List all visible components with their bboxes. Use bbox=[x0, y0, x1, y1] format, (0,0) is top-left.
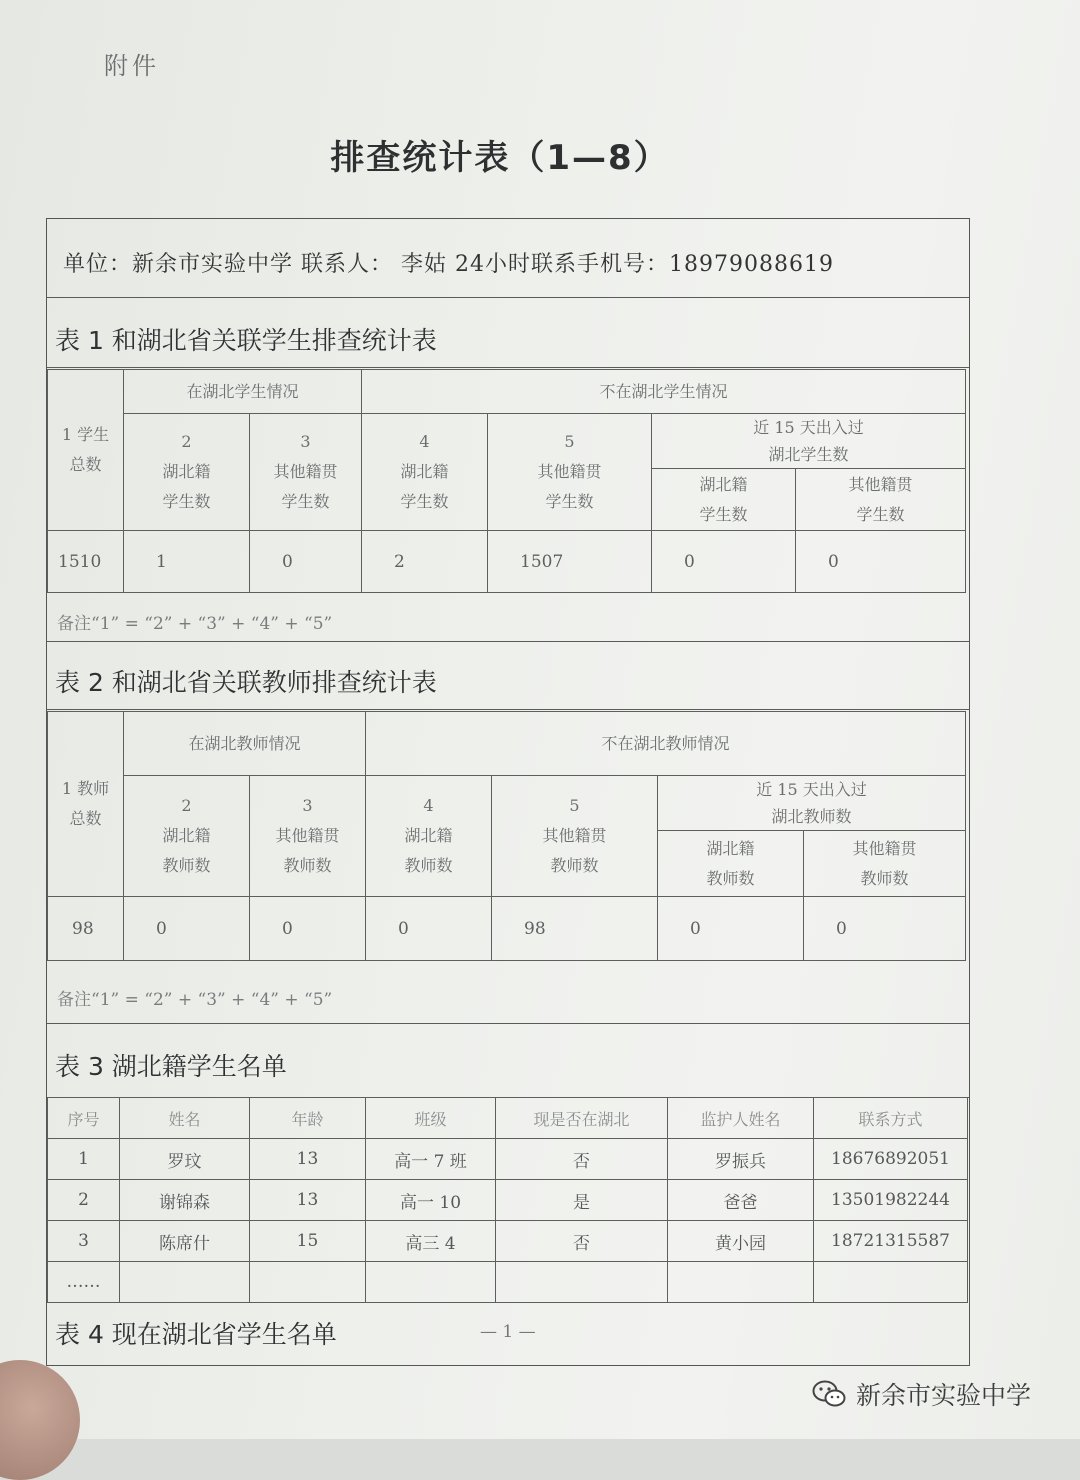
t3-cell: 否 bbox=[496, 1221, 668, 1262]
t1-value: 1507 bbox=[488, 531, 652, 593]
table2-grid bbox=[47, 711, 966, 961]
t2-recent-hubei-header: 湖北籍 教师数 bbox=[658, 831, 804, 897]
watermark-text: 新余市实验中学 bbox=[856, 1381, 1032, 1410]
t3-cell: 爸爸 bbox=[668, 1180, 814, 1221]
t2-col2-header: 2 湖北籍 教师数 bbox=[124, 776, 250, 897]
t2-recent-header: 近 15 天出入过 湖北教师数 bbox=[658, 776, 966, 831]
t2-value: 98 bbox=[492, 897, 658, 961]
table4-title: 表 4 现在湖北省学生名单 bbox=[55, 1320, 337, 1349]
t3-cell: 罗玟 bbox=[120, 1139, 250, 1180]
t2-value: 98 bbox=[48, 897, 124, 961]
t3-cell: 1 bbox=[48, 1139, 120, 1180]
t3-cell: 15 bbox=[250, 1221, 366, 1262]
table3-grid bbox=[47, 1097, 968, 1303]
t3-header: 监护人姓名 bbox=[668, 1098, 814, 1139]
t1-col4-header: 4 湖北籍 学生数 bbox=[362, 414, 488, 531]
t1-value: 0 bbox=[652, 531, 796, 593]
t1-col1-header: 1 学生 总数 bbox=[48, 370, 124, 531]
t3-cell: 13 bbox=[250, 1180, 366, 1221]
t3-header: 现是否在湖北 bbox=[496, 1098, 668, 1139]
t1-value: 1510 bbox=[48, 531, 124, 593]
page-number: — 1 — bbox=[480, 1322, 536, 1342]
table2-note-row bbox=[47, 963, 969, 1024]
table-row bbox=[48, 1221, 968, 1262]
table3-title-row bbox=[47, 1025, 969, 1098]
wechat-icon bbox=[812, 1379, 846, 1409]
table1-grid bbox=[47, 369, 966, 593]
t2-not-in-hubei-header: 不在湖北教师情况 bbox=[366, 712, 966, 776]
t3-header: 年龄 bbox=[250, 1098, 366, 1139]
t2-recent-other-header: 其他籍贯 教师数 bbox=[804, 831, 966, 897]
table1-note: 备注“1” = “2” + “3” + “4” + “5” bbox=[57, 614, 333, 634]
t3-cell: 高一 7 班 bbox=[366, 1139, 496, 1180]
t1-value: 0 bbox=[796, 531, 966, 593]
t3-header: 班级 bbox=[366, 1098, 496, 1139]
table1-note-row bbox=[47, 593, 969, 642]
table-row bbox=[48, 1139, 968, 1180]
table-row bbox=[48, 1262, 968, 1303]
t2-col5-header: 5 其他籍贯 教师数 bbox=[492, 776, 658, 897]
t3-cell: 是 bbox=[496, 1180, 668, 1221]
t3-cell bbox=[668, 1262, 814, 1303]
t3-cell bbox=[496, 1262, 668, 1303]
t2-col1-header: 1 教师 总数 bbox=[48, 712, 124, 897]
t1-recent-header: 近 15 天出入过 湖北学生数 bbox=[652, 414, 966, 469]
t3-cell: 罗振兵 bbox=[668, 1139, 814, 1180]
t3-cell: 陈席什 bbox=[120, 1221, 250, 1262]
t3-header: 姓名 bbox=[120, 1098, 250, 1139]
table1-title: 表 1 和湖北省关联学生排查统计表 bbox=[55, 326, 437, 355]
t2-in-hubei-header: 在湖北教师情况 bbox=[124, 712, 366, 776]
t1-not-in-hubei-header: 不在湖北学生情况 bbox=[362, 370, 966, 414]
t3-header: 联系方式 bbox=[814, 1098, 968, 1139]
t1-value: 2 bbox=[362, 531, 488, 593]
t1-col3-header: 3 其他籍贯 学生数 bbox=[250, 414, 362, 531]
unit-text: 单位：新余市实验中学 联系人： 李姑 24小时联系手机号：18979088619 bbox=[63, 252, 834, 277]
t3-cell: 13 bbox=[250, 1139, 366, 1180]
attachment-label: 附件 bbox=[104, 52, 160, 80]
t3-cell: 高一 10 bbox=[366, 1180, 496, 1221]
t3-cell bbox=[366, 1262, 496, 1303]
table3-title: 表 3 湖北籍学生名单 bbox=[55, 1052, 287, 1081]
watermark bbox=[812, 1376, 1031, 1412]
table-row bbox=[48, 1180, 968, 1221]
t2-value: 0 bbox=[366, 897, 492, 961]
page-title: 排查统计表（1—8） bbox=[330, 138, 670, 178]
t3-cell: 18676892051 bbox=[814, 1139, 968, 1180]
table2-title-row bbox=[47, 643, 969, 710]
t1-recent-hubei-header: 湖北籍 学生数 bbox=[652, 469, 796, 531]
t2-col3-header: 3 其他籍贯 教师数 bbox=[250, 776, 366, 897]
t3-header: 序号 bbox=[48, 1098, 120, 1139]
t3-cell bbox=[250, 1262, 366, 1303]
t2-col4-header: 4 湖北籍 教师数 bbox=[366, 776, 492, 897]
t1-col2-header: 2 湖北籍 学生数 bbox=[124, 414, 250, 531]
t2-value: 0 bbox=[658, 897, 804, 961]
t3-cell bbox=[814, 1262, 968, 1303]
t3-cell bbox=[120, 1262, 250, 1303]
t3-cell: 黄小园 bbox=[668, 1221, 814, 1262]
t3-cell: 18721315587 bbox=[814, 1221, 968, 1262]
finger-shadow bbox=[0, 1360, 80, 1480]
table2-title: 表 2 和湖北省关联教师排查统计表 bbox=[55, 668, 437, 697]
t3-cell: 2 bbox=[48, 1180, 120, 1221]
t1-value: 1 bbox=[124, 531, 250, 593]
t1-recent-other-header: 其他籍贯 学生数 bbox=[796, 469, 966, 531]
t1-col5-header: 5 其他籍贯 学生数 bbox=[488, 414, 652, 531]
t3-cell: 高三 4 bbox=[366, 1221, 496, 1262]
t3-cell: 谢锦森 bbox=[120, 1180, 250, 1221]
t3-cell: …… bbox=[48, 1262, 120, 1303]
t1-value: 0 bbox=[250, 531, 362, 593]
unit-line bbox=[47, 219, 969, 298]
t2-value: 0 bbox=[124, 897, 250, 961]
t2-value: 0 bbox=[250, 897, 366, 961]
t1-in-hubei-header: 在湖北学生情况 bbox=[124, 370, 362, 414]
t3-cell: 否 bbox=[496, 1139, 668, 1180]
t2-value: 0 bbox=[804, 897, 966, 961]
t3-cell: 13501982244 bbox=[814, 1180, 968, 1221]
table1-title-row bbox=[47, 299, 969, 368]
table2-note: 备注“1” = “2” + “3” + “4” + “5” bbox=[57, 990, 333, 1010]
t3-cell: 3 bbox=[48, 1221, 120, 1262]
form-frame bbox=[46, 218, 970, 1366]
